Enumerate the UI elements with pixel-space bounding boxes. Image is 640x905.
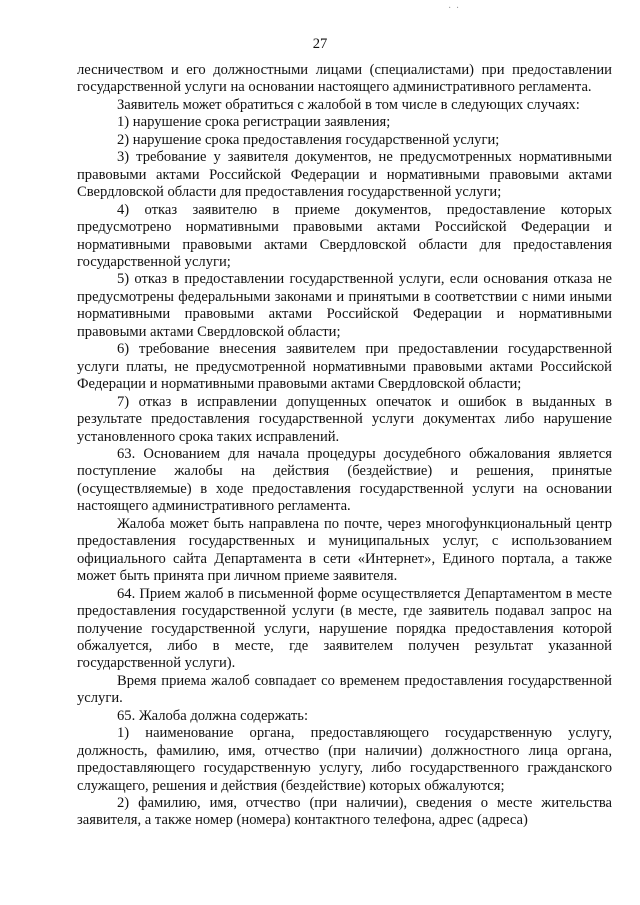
- list-item-2: 2) нарушение срока предоставления государственной услуги;: [117, 131, 500, 148]
- list-item-6: 6) требование внесения заявителем при предоставлении государственной услуги платы, не предусмотренной нормативными правовыми актами Российской Федерации и нормативными правовыми актами Свердловской области;: [77, 341, 612, 393]
- paragraph-complaint-cases: Заявитель может обратиться с жалобой в том числе в следующих случаях:: [117, 96, 580, 113]
- content-item-1: 1) наименование органа, предоставляющего государственную услугу, должность, фамилию, имя, отчество (при наличии) должностного лица органа, предоставляющего государственную услугу, либо государственного гражданского служащего, решения и действия (бездействие) которых обжалуются;: [77, 725, 612, 794]
- corner-mark: · ·: [448, 3, 461, 14]
- page-number: 27: [312, 36, 328, 52]
- list-item-3: 3) требование у заявителя документов, не предусмотренных нормативными правовыми актами Российской Федерации и нормативными правовыми актами Свердловской области для предоставления государственной услуги;: [77, 149, 612, 201]
- paragraph-64: 64. Прием жалоб в письменной форме осуществляется Департаментом в месте предоставления государственной услуги (в месте, где заявитель подавал запрос на получение государственной услуги, нарушение порядка предоставления которой обжалуется, либо в месте, где заявителем получен результат указанной государственной услуги).: [77, 585, 612, 672]
- list-item-1: 1) нарушение срока регистрации заявления;: [117, 114, 391, 131]
- paragraph-reception-time: Время приема жалоб совпадает со временем предоставления государственной услуги.: [77, 672, 612, 707]
- list-item-5: 5) отказ в предоставлении государственной услуги, если основания отказа не предусмотрены федеральными законами и принятыми в соответствии с ними иными нормативными правовыми актами Российской Федерации и нормативными правовыми актами Свердловской области;: [77, 271, 612, 340]
- paragraph-complaint-channels: Жалоба может быть направлена по почте, через многофункциональный центр предоставления государственных и муниципальных услуг, с использованием официального сайта Департамента в сети «Интернет», Единого портала, а также может быть принята при личном приеме заявителя.: [77, 515, 612, 585]
- paragraph-65: 65. Жалоба должна содержать:: [117, 707, 308, 724]
- content-item-2: 2) фамилию, имя, отчество (при наличии), сведения о месте жительства заявителя, а также номер (номера) контактного телефона, адрес (адреса): [77, 795, 612, 829]
- paragraph-63: 63. Основанием для начала процедуры досудебного обжалования является поступление жалобы на действия (бездействие) и решения, принятые (осуществляемые) в ходе предоставления государственной услуги на основании настоящего административного регламента.: [77, 445, 612, 515]
- paragraph-continuation: лесничеством и его должностными лицами (специалистами) при предоставлении государственной услуги на основании настоящего административного регламента.: [77, 62, 612, 96]
- list-item-7: 7) отказ в исправлении допущенных опечаток и ошибок в выданных в результате предоставления государственной услуги документах либо нарушение установленного срока таких исправлений.: [77, 393, 612, 445]
- list-item-4: 4) отказ заявителю в приеме документов, предоставление которых предусмотрено нормативными правовыми актами Российской Федерации и нормативными правовыми актами Свердловской области для предоставления государственной услуги;: [77, 201, 612, 270]
- body-text: [77, 62, 612, 830]
